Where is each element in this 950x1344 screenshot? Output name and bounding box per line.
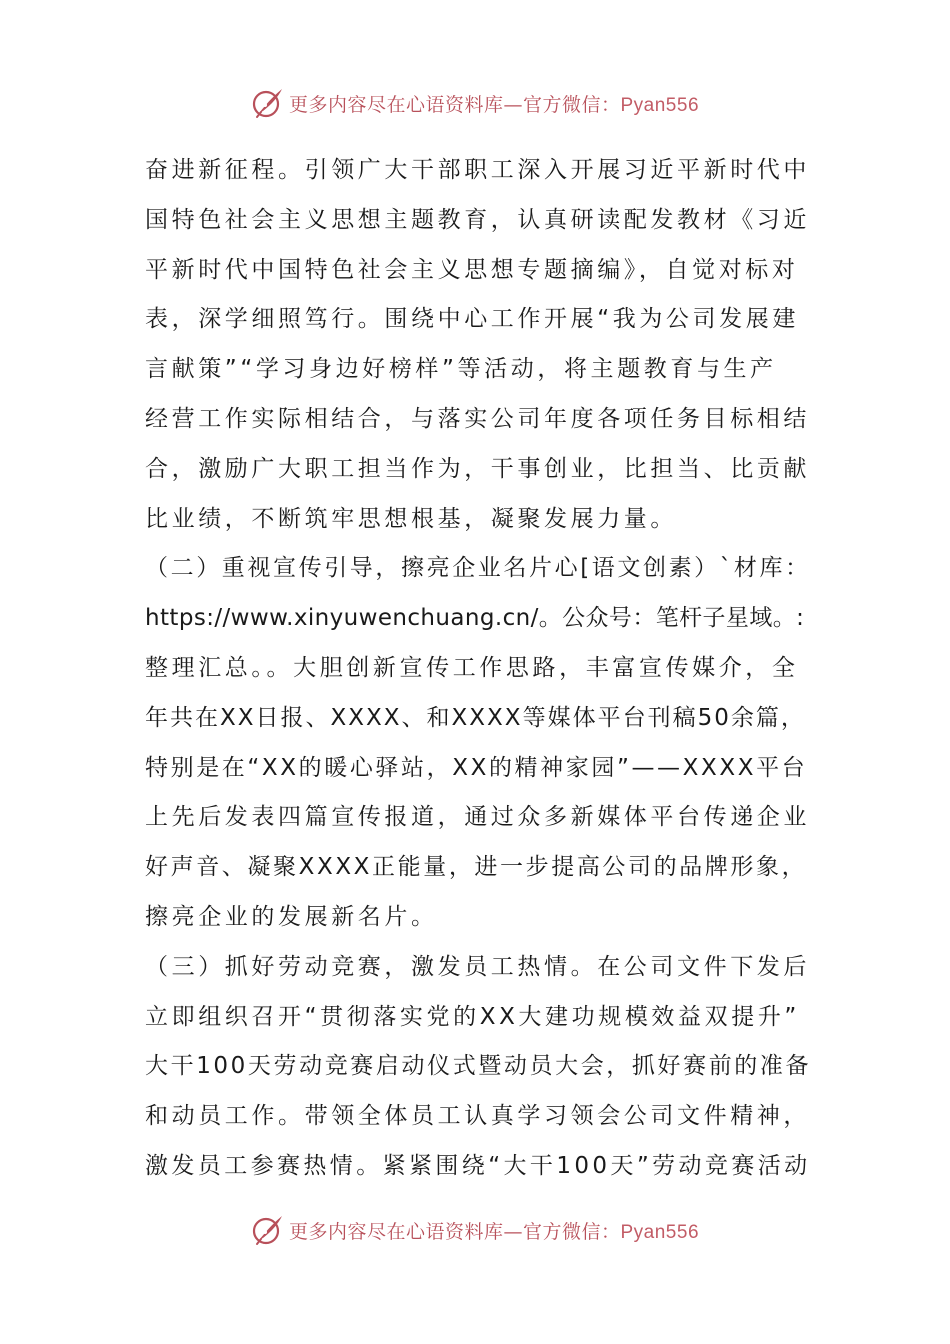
watermark-brand: 更多内容尽在心语资料库—官方微信：: [288, 93, 621, 116]
body-line: 上先后发表四篇宣传报道，通过众多新媒体平台传递企业: [145, 804, 810, 831]
body-line: 合，激励广大职工担当作为，干事创业，比担当、比贡献: [145, 455, 810, 482]
body-line: 擦亮企业的发展新名片。: [145, 903, 438, 930]
body-line: 整理汇总。。大胆创新宣传工作思路，丰富宣传媒介，全: [145, 654, 799, 681]
body-line: 好声音、凝聚XXXX正能量，进一步提高公司的品牌形象，: [145, 854, 808, 881]
body-line: 特别是在“XX的暖心驿站，XX的精神家园”——XXXX平台: [145, 754, 808, 781]
header-watermark: [0, 83, 950, 123]
url-line: https://www.xinyuwenchuang.cn/。公众号：笔杆子星域。:: [145, 605, 805, 632]
body-line: 平新时代中国特色社会主义思想专题摘编》，自觉对标对: [145, 256, 799, 283]
body-line: 国特色社会主义思想主题教育，认真研读配发教材《习近: [145, 206, 810, 233]
section-heading-line: （二）重视宣传引导，擦亮企业名片心[语文创素）`材库：: [145, 555, 811, 582]
body-line: 奋进新征程。引领广大干部职工深入开展习近平新时代中: [145, 157, 810, 183]
body-line: 激发员工参赛热情。紧紧围绕“大干100天”劳动竞赛活动: [145, 1152, 811, 1179]
watermark-text: [289, 90, 699, 117]
section-heading-line: （三）抓好劳动竞赛，激发员工热情。在公司文件下发后: [145, 953, 810, 980]
quill-pen-icon: [251, 1213, 285, 1247]
watermark-text: [289, 1217, 699, 1244]
watermark-wechat-id: Pyan556: [620, 94, 700, 116]
body-line: 年共在XX日报、XXXX、和XXXX等媒体平台刊稿50余篇，: [145, 704, 806, 731]
body-line: 立即组织召开“贯彻落实党的XX大建功规模效益双提升”: [145, 1003, 800, 1030]
body-line: 表，深学细照笃行。围绕中心工作开展“我为公司发展建: [145, 306, 799, 333]
body-line: 比业绩，不断筑牢思想根基，凝聚发展力量。: [145, 505, 677, 532]
body-line: 大干100天劳动竞赛启动仪式暨动员大会，抓好赛前的准备: [145, 1053, 812, 1080]
footer-watermark: [0, 1210, 950, 1250]
document-body: [145, 146, 810, 1192]
quill-pen-icon: [251, 86, 285, 120]
body-line: 和动员工作。带领全体员工认真学习领会公司文件精神，: [145, 1103, 810, 1130]
body-line: 经营工作实际相结合，与落实公司年度各项任务目标相结: [145, 405, 810, 432]
body-line: 言献策”“学习身边好榜样”等活动，将主题教育与生产: [145, 356, 777, 383]
watermark-brand: 更多内容尽在心语资料库—官方微信：: [288, 1220, 621, 1243]
watermark-wechat-id: Pyan556: [620, 1221, 700, 1243]
